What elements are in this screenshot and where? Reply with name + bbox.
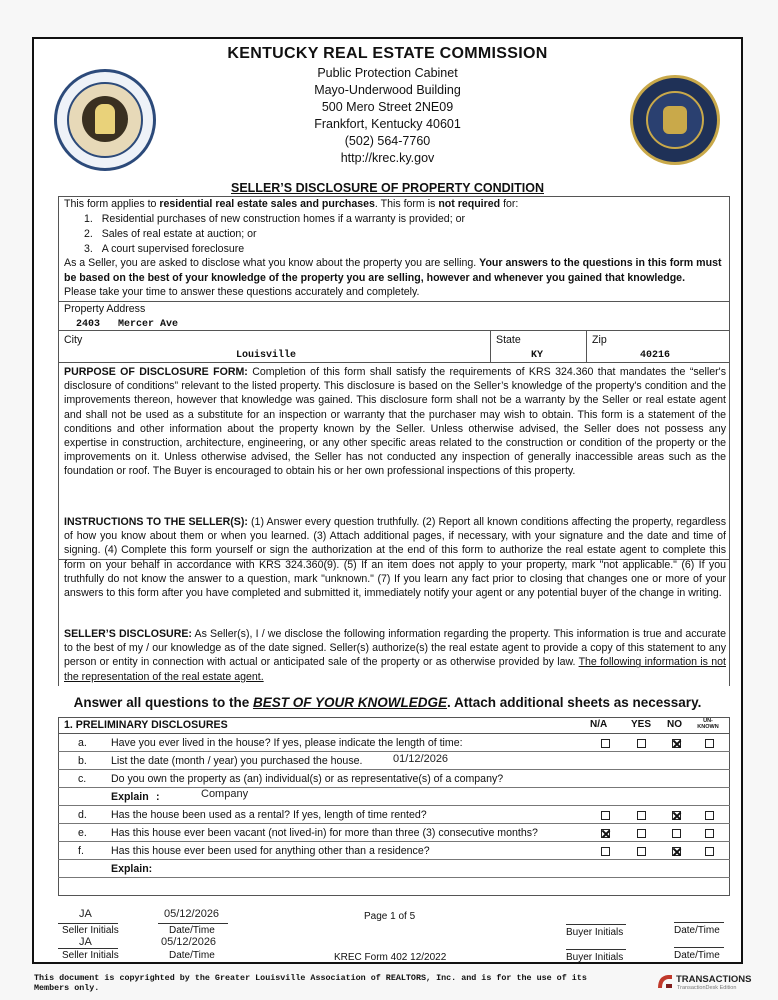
transactions-sub: TransactionDesk Edition — [677, 985, 737, 991]
purchase-date-field[interactable]: 01/12/2026 — [393, 753, 449, 765]
question-row-c: c. Do you own the property as (an) individual(s) or as representative(s) of a company? — [58, 770, 730, 788]
date-time-label: Date/Time — [674, 925, 720, 936]
question-row-e: e. Has this house ever been vacant (not lived-in) for more than three (3) consecutive months? — [58, 824, 730, 842]
city-field[interactable]: Louisville — [236, 350, 297, 361]
disclosure-form-page — [32, 37, 743, 964]
copyright-notice: This document is copyrighted by the Greater Louisville Association of REALTORS, Inc. and is for the use of its Members only. — [34, 973, 587, 993]
exemption-item: 2. Sales of real estate at auction; or — [84, 228, 257, 240]
address-line: (502) 564-7760 — [344, 134, 431, 148]
seller-initials-2[interactable]: JA — [79, 936, 92, 948]
seller-date-1[interactable]: 05/12/2026 — [164, 908, 220, 920]
checkbox-na[interactable] — [601, 811, 610, 820]
applies-line: This form applies to residential real estate sales and purchases. This form is not required for: — [64, 198, 519, 210]
address-line: Mayo-Underwood Building — [314, 83, 461, 97]
explain-row-c: Explain : Company — [58, 788, 730, 806]
date-time-label: Date/Time — [169, 925, 215, 936]
col-yes: YES — [631, 719, 652, 730]
state-field[interactable]: KY — [531, 350, 544, 361]
form-title: SELLER’S DISCLOSURE OF PROPERTY CONDITION — [231, 181, 544, 195]
question-row-f: f. Has this house ever been used for anything other than a residence? — [58, 842, 730, 860]
checkbox-unknown[interactable] — [705, 739, 714, 748]
property-address-field[interactable]: 2403 Mercer Ave — [76, 319, 179, 330]
date-time-label: Date/Time — [169, 950, 215, 961]
transactions-brand: TRANSACTIONS — [676, 974, 752, 985]
form-number: KREC Form 402 12/2022 — [334, 952, 447, 963]
seller-notice-closing: Please take your time to answer these questions accurately and completely. — [64, 286, 420, 298]
checkbox-yes[interactable] — [637, 847, 646, 856]
checkbox-unknown[interactable] — [705, 829, 714, 838]
checkbox-na[interactable] — [601, 847, 610, 856]
zip-field[interactable]: 40216 — [640, 350, 671, 361]
commission-title: KENTUCKY REAL ESTATE COMMISSION — [227, 45, 548, 62]
buyer-initials-label: Buyer Initials — [566, 952, 624, 963]
checkbox-yes[interactable] — [637, 811, 646, 820]
checkbox-unknown[interactable] — [705, 811, 714, 820]
checkbox-na[interactable] — [601, 829, 610, 838]
checkbox-na[interactable] — [601, 739, 610, 748]
seller-date-2[interactable]: 05/12/2026 — [161, 936, 217, 948]
col-na: N/A — [590, 719, 608, 730]
seller-initials-1[interactable]: JA — [79, 908, 92, 920]
address-line: Frankfort, Kentucky 40601 — [314, 117, 461, 131]
explain-label: Explain: — [111, 863, 153, 875]
seller-initials-label: Seller Initials — [62, 950, 119, 961]
property-address-label: Property Address — [64, 303, 146, 315]
col-unknown: UN- KNOWN — [697, 718, 719, 730]
purpose-paragraph: PURPOSE OF DISCLOSURE FORM: Completion of this form shall satisfy the requirements of KRS 324.360 that mandates the “seller's disclosure of conditions” relevant to the listed property. This disclosure is based on the Seller’s knowledge of the property's condition and the improvements thereon, however that knowledge was gained. This disclosure form shall not be a warranty by the Seller or real estate agent and shall not be used as a substitute for an inspection or warranty that the purchaser may wish to obtain. This form is a statement of the conditions and other information about the property known by the Seller. Unless otherwise advised, the Seller does not possess any expertise in construction, architecture, engineering, or any other specific areas related to the construction or condition of the property or the improvements on it. Unless otherwise advised, the Seller has not conducted any inspection of generally inaccessible areas such as the foundation or roof. The Buyer is encouraged to obtain his or her own professional inspections of this property. — [64, 366, 726, 478]
explain-field-c[interactable]: Company — [201, 788, 249, 800]
state-label: State — [496, 334, 521, 346]
page-number: Page 1 of 5 — [364, 911, 416, 922]
exemption-item: 3. A court supervised foreclosure — [84, 243, 245, 255]
instructions-paragraph: INSTRUCTIONS TO THE SELLER(S): (1) Answer every question truthfully. (2) Report all known conditions affecting the property, regardless of how you know about them or when you learned. (3) Attach additional pages, if necessary, with your signature and the date and time of signing. (4) Complete this form yourself or sign the authorization at the end of this form to authorize the real estate agent to complete this form on your behalf in accordance with KRS 324.360(9). (5) If an item does not apply to your property, mark "not applicable." (6) If you truthfully do not know the answer to a question, mark "unknown." (7) If you learn any fact prior to closing that changes one or more of your answers to this form after you have completed and submitted it, immediately notify your agent or any potential buyer of the change in writing. — [64, 516, 726, 600]
checkbox-yes[interactable] — [637, 829, 646, 838]
exemption-item: 1. Residential purchases of new construction homes if a warranty is provided; or — [84, 213, 465, 225]
checkbox-unknown[interactable] — [705, 847, 714, 856]
buyer-initials-label: Buyer Initials — [566, 927, 624, 938]
question-row-a: a. Have you ever lived in the house? If yes, please indicate the length of time: — [58, 734, 730, 752]
question-row-d: d. Has the house been used as a rental? If yes, length of time rented? — [58, 806, 730, 824]
seller-notice: As a Seller, you are asked to disclose what you know about the property you are selling. Your answers to the questions in this form must be based on the best of your knowledge of the property you are selling, however and whenever you gained that knowledge. — [64, 257, 722, 284]
transactions-logo-icon — [656, 972, 674, 992]
section-1-title: 1. PRELIMINARY DISCLOSURES — [64, 719, 228, 731]
seller-initials-label: Seller Initials — [62, 925, 119, 936]
checkbox-no[interactable] — [672, 739, 681, 748]
city-label: City — [64, 334, 83, 346]
checkbox-yes[interactable] — [637, 739, 646, 748]
col-no: NO — [667, 719, 682, 730]
explain-label: Explain — [111, 791, 149, 803]
checkbox-no[interactable] — [672, 829, 681, 838]
question-row-b: b. List the date (month / year) you purchased the house. 01/12/2026 — [58, 752, 730, 770]
checkbox-no[interactable] — [672, 811, 681, 820]
address-line: Public Protection Cabinet — [317, 66, 458, 80]
transactions-logo — [656, 972, 674, 997]
address-line: 500 Mero Street 2NE09 — [321, 100, 454, 114]
explain-row-f — [58, 860, 730, 878]
checkbox-no[interactable] — [672, 847, 681, 856]
address-line: http://krec.ky.gov — [340, 151, 435, 165]
date-time-label: Date/Time — [674, 950, 720, 961]
seller-disclosure-paragraph: SELLER’S DISCLOSURE: As Seller(s), I / we disclose the following information regarding the property. This information is true and accurate to the best of my / our knowledge as of the date signed. Seller(s) authorize(s) the real estate agent to provide a copy of this statement to any person or entity in connection with actual or anticipated sale of the property or as otherwise provided by law. The following information is not the representation of the real estate agent. — [64, 628, 726, 683]
answer-banner: Answer all questions to the BEST OF YOUR KNOWLEDGE. Attach additional sheets as necessary. — [73, 695, 702, 710]
zip-label: Zip — [592, 334, 607, 346]
